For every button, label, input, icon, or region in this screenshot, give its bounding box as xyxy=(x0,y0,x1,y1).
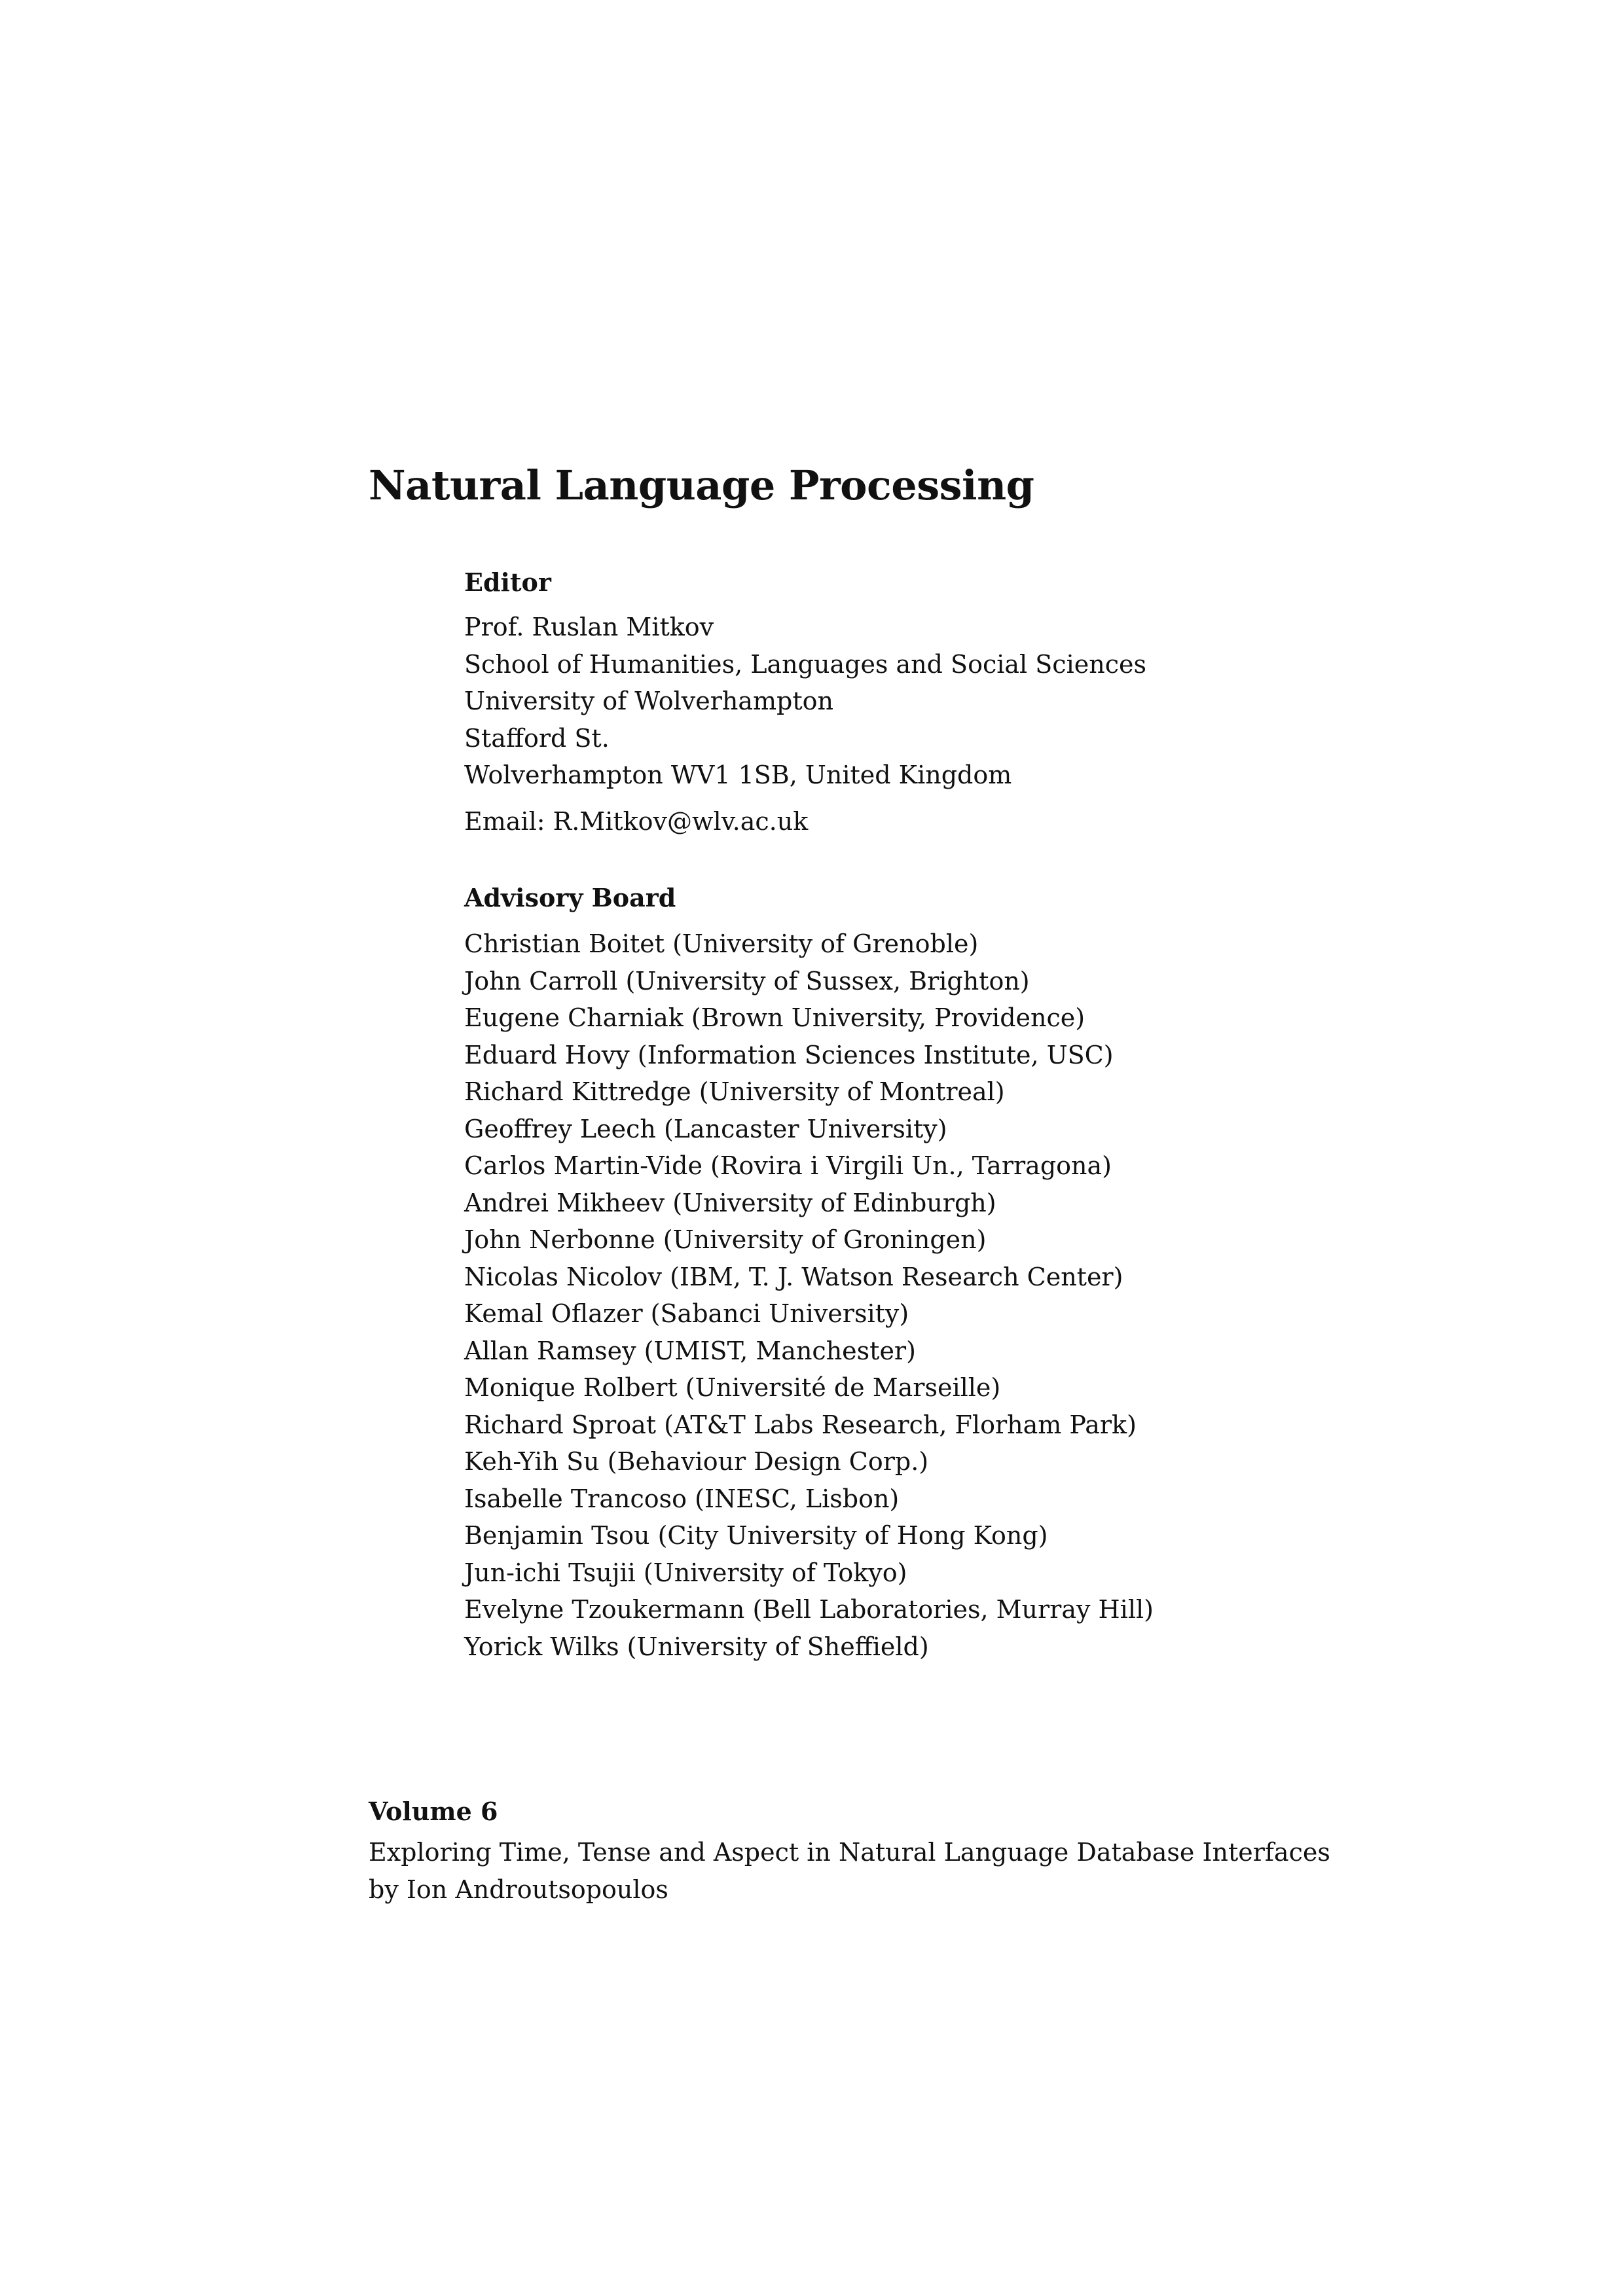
board-member: Keh-Yih Su (Behaviour Design Corp.) xyxy=(464,1447,929,1476)
advisory-board-heading: Advisory Board xyxy=(464,883,676,912)
board-member: Jun-ichi Tsujii (University of Tokyo) xyxy=(464,1558,907,1587)
board-member: Isabelle Trancoso (INESC, Lisbon) xyxy=(464,1484,900,1513)
board-member: Allan Ramsey (UMIST, Manchester) xyxy=(464,1336,916,1365)
board-member: John Carroll (University of Sussex, Brighton) xyxy=(464,966,1030,996)
board-member: Andrei Mikheev (University of Edinburgh) xyxy=(464,1188,996,1217)
board-member: Nicolas Nicolov (IBM, T. J. Watson Research Center) xyxy=(464,1262,1123,1291)
board-member: Richard Kittredge (University of Montreal) xyxy=(464,1077,1005,1106)
editor-email: Email: R.Mitkov@wlv.ac.uk xyxy=(464,806,809,836)
board-member: Yorick Wilks (University of Sheffield) xyxy=(464,1632,929,1661)
editor-address xyxy=(464,609,1446,794)
editor-section xyxy=(464,564,1446,840)
board-member: Christian Boitet (University of Grenoble) xyxy=(464,929,979,958)
board-member: Geoffrey Leech (Lancaster University) xyxy=(464,1114,947,1143)
advisory-board-list xyxy=(464,925,1446,1665)
board-member: Evelyne Tzoukermann (Bell Laboratories, Murray Hill) xyxy=(464,1595,1154,1624)
volume-title: Exploring Time, Tense and Aspect in Natural Language Database Interfaces xyxy=(369,1838,1330,1867)
board-member: Eugene Charniak (Brown University, Providence) xyxy=(464,1003,1085,1032)
editor-heading: Editor xyxy=(464,567,551,597)
board-member: Monique Rolbert (Université de Marseille) xyxy=(464,1373,1001,1402)
volume-section xyxy=(369,1793,1547,1908)
board-member: Kemal Oflazer (Sabanci University) xyxy=(464,1299,909,1328)
advisory-board-section xyxy=(464,880,1446,1665)
volume-author: by Ion Androutsopoulos xyxy=(369,1874,668,1904)
board-member: Benjamin Tsou (City University of Hong Kong) xyxy=(464,1521,1048,1550)
board-member: Richard Sproat (AT&T Labs Research, Florham Park) xyxy=(464,1410,1137,1439)
editor-name: Prof. Ruslan Mitkov xyxy=(464,613,714,641)
board-member: Carlos Martin-Vide (Rovira i Virgili Un., Tarragona) xyxy=(464,1151,1112,1180)
board-member: Eduard Hovy (Information Sciences Institute, USC) xyxy=(464,1040,1114,1069)
editor-street: Stafford St. xyxy=(464,723,610,753)
editor-city: Wolverhampton WV1 1SB, United Kingdom xyxy=(464,761,1012,789)
editor-school: School of Humanities, Languages and Social Sciences xyxy=(464,649,1146,679)
series-title: Natural Language Processing xyxy=(369,461,1034,509)
volume-heading: Volume 6 xyxy=(369,1797,498,1826)
board-member: John Nerbonne (University of Groningen) xyxy=(464,1225,987,1254)
editor-university: University of Wolverhampton xyxy=(464,687,834,715)
